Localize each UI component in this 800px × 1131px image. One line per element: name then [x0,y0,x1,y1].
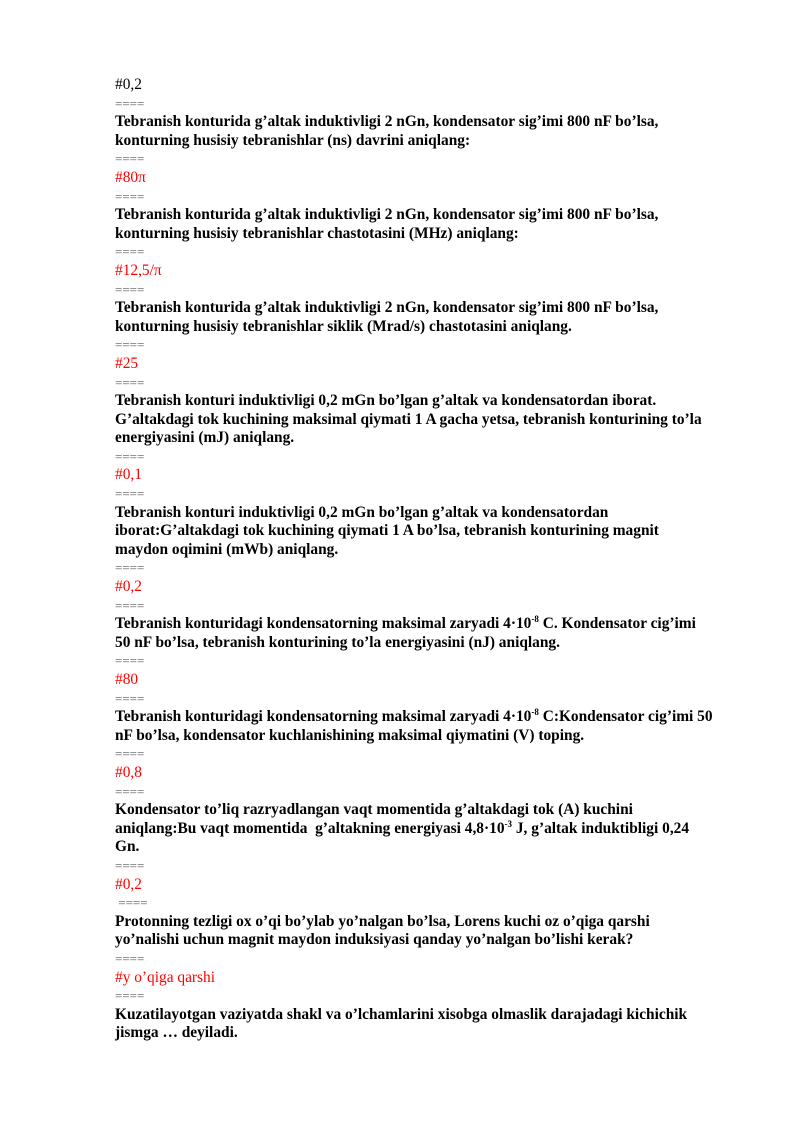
question-line: Tebranish konturi induktivligi 0,2 mGn bo’lgan g’altak va kondensatordan [115,503,609,521]
separator: ==== [115,988,145,1004]
separator: ==== [115,783,145,799]
question-text-part: J, g’altak induktibligi 0,24 [512,819,690,837]
question-line: konturning husisiy tebranishlar (ns) davrini aniqlang: [115,131,471,149]
question-line: nF bo’lsa, kondensator kuchlanishining maksimal qiymatini (V) toping. [115,726,585,744]
answer-line: #y o’qiga qarshi [115,968,216,986]
question-line: 50 nF bo’lsa, tebranish konturining to’la energiyasini (nJ) aniqlang. [115,633,560,651]
answer-line: #0,2 [115,578,142,596]
test-content [115,76,743,1043]
separator: ==== [115,746,145,762]
separator: ==== [115,560,145,576]
question-line: G’altakdagi tok kuchining maksimal qiymati 1 A gacha yetsa, tebranish konturining to’la [115,410,702,428]
exponent: -8 [531,614,539,625]
question-text [115,504,743,560]
question-line: Tebranish konturida g’altak induktivligi 2 nGn, kondensator sig’imi 800 nF bo’lsa, [115,113,659,131]
exponent: -3 [504,818,513,829]
separator: ==== [115,486,145,502]
answer-line: #0,8 [115,763,142,781]
separator: ==== [115,244,145,260]
answer-line: #80 [115,671,139,688]
question-line: yo’nalishi uchun magnit maydon induksiyasi qanday yo’nalgan bo’lishi kerak? [115,931,634,949]
separator: ==== [115,374,145,390]
question-line: Tebranish konturida g’altak induktivligi 2 nGn, kondensator sig’imi 800 nF bo’lsa, [115,206,659,224]
question-line: konturning husisiy tebranishlar chastotasini (MHz) aniqlang: [115,224,519,242]
answer-line: #0,2 [115,875,142,893]
separator: ==== [115,95,145,111]
question-text-part: Tebranish konturidagi kondensatorning maksimal zaryadi 4·10 [115,708,532,726]
separator: ==== [115,857,145,873]
separator: ==== [115,448,145,464]
separator: ==== [115,281,145,297]
question-text-part: Tebranish konturidagi kondensatorning maksimal zaryadi 4·10 [115,615,532,633]
question-text [115,708,743,745]
question-line [115,820,743,839]
question-line: Tebranish konturi induktivligi 0,2 mGn bo’lgan g’altak va kondensatordan iborat. [115,392,657,410]
separator: ==== [115,950,145,966]
separator: ==== [115,597,145,613]
answer-line: #25 [115,354,139,372]
answer-line: #0,2 [115,76,142,93]
question-line: Protonning tezligi ox o’qi bo’ylab yo’nalgan bo’lsa, Lorens kuchi oz o’qiga qarshi [115,912,650,930]
question-text [115,615,743,652]
question-text [115,1006,743,1043]
question-line: iborat:G’altakdagi tok kuchining qiymati 1 A bo’lsa, tebranish konturining magnit [115,522,659,540]
question-line: Tebranish konturida g’altak induktivligi 2 nGn, kondensator sig’imi 800 nF bo’lsa, [115,299,659,317]
question-text-part: C. Kondensator cig’imi [538,615,696,633]
question-text [115,913,743,950]
question-text-part: aniqlang:Bu vaqt momentida g’altakning energiyasi 4,8·10 [115,819,505,837]
question-line: jismga … deyiladi. [115,1024,238,1042]
question-text [115,299,743,336]
separator: ==== [115,337,145,353]
question-line: Gn. [115,838,140,856]
separator: ==== [115,151,145,167]
question-line: Kuzatilayotgan vaziyatda shakl va o’lchamlarini xisobga olmaslik darajadagi kichichik [115,1005,688,1023]
answer-line: #80π [115,168,146,186]
separator: ==== [115,653,145,669]
exponent: -8 [531,707,539,718]
question-text [115,392,743,448]
question-line: konturning husisiy tebranishlar siklik (Mrad/s) chastotasini aniqlang. [115,317,572,335]
separator: ==== [115,690,145,706]
answer-line: #12,5/π [115,261,162,279]
question-text-part: C:Kondensator cig’imi 50 [538,708,713,726]
answer-line: #0,1 [115,466,142,484]
question-text [115,206,743,243]
question-text [115,113,743,150]
separator: ==== [115,895,148,911]
question-line [115,615,743,634]
question-text [115,801,743,857]
question-line: maydon oqimini (mWb) aniqlang. [115,540,339,558]
separator: ==== [115,188,145,204]
question-line: Kondensator to’liq razryadlangan vaqt momentida g’altakdagi tok (A) kuchini [115,801,633,819]
question-line [115,708,743,727]
question-line: energiyasini (mJ) aniqlang. [115,429,295,447]
